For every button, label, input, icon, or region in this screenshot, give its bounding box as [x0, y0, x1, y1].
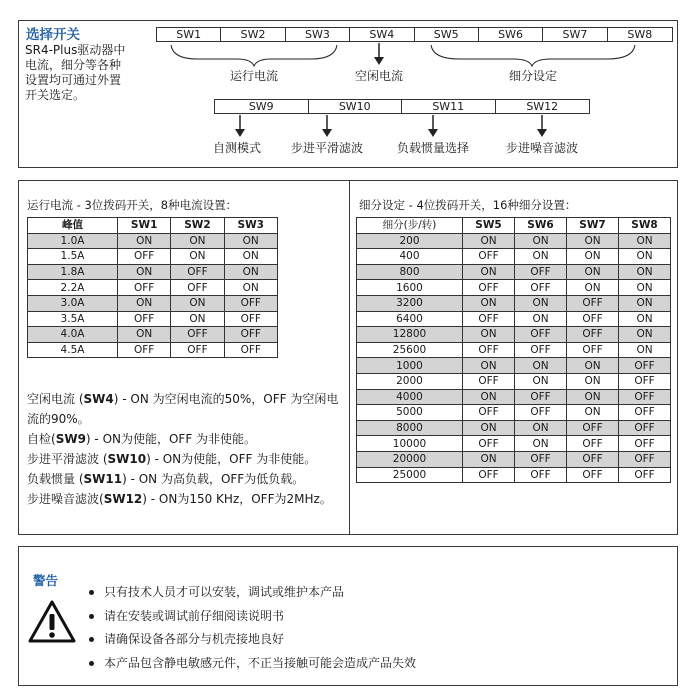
table-cell-value: 1.0A: [28, 233, 118, 249]
table-cell-value: 1.5A: [28, 249, 118, 265]
current-table: [27, 217, 278, 358]
table-cell-value: 3.0A: [28, 295, 118, 311]
list-item: 请确保设备各部分与机壳接地良好: [89, 628, 416, 652]
table-cell-state: OFF: [118, 249, 171, 265]
table-cell-state: ON: [567, 280, 619, 296]
label-run-current: 运行电流: [229, 69, 279, 83]
table-cell-state: ON: [619, 295, 671, 311]
table-cell-state: OFF: [515, 264, 567, 280]
table-cell-state: OFF: [171, 327, 224, 343]
header-sw1: SW1: [118, 218, 171, 234]
brace-microstep: [431, 45, 635, 66]
table-cell-state: ON: [515, 436, 567, 452]
table-cell-value: 3200: [357, 295, 463, 311]
header-sw8: SW8: [619, 218, 671, 234]
switch-notes: [27, 389, 347, 509]
note-sw9: 自检(SW9) - ON为使能，OFF 为非使能。: [27, 432, 257, 446]
table-cell-state: OFF: [171, 264, 224, 280]
label-step-smooth: 步进平滑滤波: [290, 141, 364, 155]
table-cell-value: 6400: [357, 311, 463, 327]
table-cell-value: 5000: [357, 405, 463, 421]
table-cell-state: OFF: [224, 295, 277, 311]
table-cell-state: OFF: [118, 342, 171, 358]
table-cell-value: 200: [357, 233, 463, 249]
table-cell-state: OFF: [619, 389, 671, 405]
table-cell-state: OFF: [515, 327, 567, 343]
list-item: 请在安装或调试前仔细阅读说明书: [89, 605, 416, 629]
table-row: [357, 295, 671, 311]
switch-sw3: SW3: [286, 28, 350, 41]
table-cell-state: ON: [463, 389, 515, 405]
table-cell-state: OFF: [515, 405, 567, 421]
header-sw7: SW7: [567, 218, 619, 234]
switch-row-sw1-sw8: [156, 27, 673, 42]
table-cell-state: ON: [118, 264, 171, 280]
arrow-sw4-head: [374, 57, 384, 65]
table-cell-state: OFF: [515, 342, 567, 358]
table-cell-value: 25600: [357, 342, 463, 358]
table-cell-state: OFF: [567, 311, 619, 327]
table-row: [357, 420, 671, 436]
table-cell-state: OFF: [224, 342, 277, 358]
table-header-row: [357, 218, 671, 234]
table-cell-state: ON: [224, 249, 277, 265]
table-cell-value: 12800: [357, 327, 463, 343]
table-row: [28, 249, 278, 265]
table-row: [357, 342, 671, 358]
table-row: [28, 264, 278, 280]
note-sw4: 空闲电流 (SW4) - ON 为空闲电流的50%，OFF 为空闲电流的90%。: [27, 392, 339, 426]
list-item: 只有技术人员才可以安装，调试或维护本产品: [89, 581, 416, 605]
table-cell-value: 25000: [357, 467, 463, 483]
table-cell-state: OFF: [619, 467, 671, 483]
table-cell-value: 1600: [357, 280, 463, 296]
table-cell-state: ON: [463, 264, 515, 280]
label-load-inertia: 负载惯量选择: [396, 141, 470, 155]
note-sw10: 步进平滑滤波 (SW10) - ON为使能，OFF 为非使能。: [27, 452, 317, 466]
table-cell-state: ON: [619, 311, 671, 327]
table-cell-value: 4.0A: [28, 327, 118, 343]
switch-sw11: SW11: [402, 100, 496, 113]
header-peak: 峰值: [28, 218, 118, 234]
table-row: [357, 451, 671, 467]
table-cell-state: ON: [515, 249, 567, 265]
label-step-noise: 步进噪音滤波: [505, 141, 579, 155]
table-cell-state: OFF: [515, 280, 567, 296]
table-cell-value: 20000: [357, 451, 463, 467]
microstep-table: [356, 217, 671, 483]
table-cell-state: OFF: [171, 342, 224, 358]
table-cell-state: ON: [463, 420, 515, 436]
settings-tables-panel: [18, 180, 678, 535]
table-header-row: [28, 218, 278, 234]
note-sw11: 负载惯量 (SW11) - ON 为高负载，OFF为低负载。: [27, 472, 305, 486]
warning-title: 警告: [33, 573, 59, 588]
table-cell-value: 1.8A: [28, 264, 118, 280]
table-cell-value: 8000: [357, 420, 463, 436]
table-cell-value: 400: [357, 249, 463, 265]
table-cell-state: ON: [515, 373, 567, 389]
switch-sw5: SW5: [415, 28, 479, 41]
table-cell-state: OFF: [619, 373, 671, 389]
table-cell-state: OFF: [567, 327, 619, 343]
table-cell-state: ON: [619, 342, 671, 358]
bullet-icon: [89, 661, 94, 666]
table-row: [357, 405, 671, 421]
warning-list: [89, 581, 416, 675]
table-cell-state: ON: [515, 358, 567, 374]
table-cell-state: OFF: [567, 420, 619, 436]
table-cell-value: 1000: [357, 358, 463, 374]
table-cell-state: ON: [463, 451, 515, 467]
table-cell-state: OFF: [619, 405, 671, 421]
arrow-sw9-head: [235, 129, 245, 137]
table-cell-state: OFF: [463, 467, 515, 483]
table-row: [357, 358, 671, 374]
header-sw3: SW3: [224, 218, 277, 234]
warning-panel: [18, 546, 678, 686]
table-row: [357, 233, 671, 249]
table-cell-state: OFF: [515, 451, 567, 467]
table-row: [357, 327, 671, 343]
table-cell-state: OFF: [619, 420, 671, 436]
table-cell-state: OFF: [463, 280, 515, 296]
table-cell-state: ON: [463, 233, 515, 249]
section-description: SR4-Plus驱动器中 电流，细分等各种 设置均可通过外置 开关选定。: [25, 43, 126, 102]
table-cell-value: 3.5A: [28, 311, 118, 327]
table-cell-state: ON: [224, 264, 277, 280]
table-cell-state: ON: [567, 389, 619, 405]
table-cell-state: ON: [567, 264, 619, 280]
arrow-sw11-head: [428, 129, 438, 137]
table-row: [28, 233, 278, 249]
table-cell-state: ON: [619, 280, 671, 296]
table-cell-state: OFF: [171, 280, 224, 296]
table-cell-state: OFF: [463, 342, 515, 358]
table-cell-state: OFF: [567, 295, 619, 311]
table-cell-state: ON: [515, 420, 567, 436]
switch-sw10: SW10: [309, 100, 403, 113]
bullet-icon: [89, 614, 94, 619]
note-sw12: 步进噪音滤波(SW12) - ON为150 KHz，OFF为2MHz。: [27, 492, 332, 506]
label-idle-current: 空闲电流: [354, 69, 404, 83]
table-cell-value: 4000: [357, 389, 463, 405]
table-cell-state: ON: [463, 295, 515, 311]
table-row: [357, 373, 671, 389]
header-microstep: 细分(步/转): [357, 218, 463, 234]
table-cell-state: OFF: [619, 436, 671, 452]
section-title: 选择开关: [26, 27, 80, 43]
table-cell-state: OFF: [619, 451, 671, 467]
table-cell-state: ON: [171, 311, 224, 327]
table-cell-state: ON: [171, 249, 224, 265]
table-cell-state: ON: [619, 327, 671, 343]
label-self-test: 自测模式: [212, 141, 262, 155]
bullet-icon: [89, 590, 94, 595]
table-cell-state: OFF: [515, 467, 567, 483]
table-cell-state: OFF: [224, 327, 277, 343]
panel-divider: [349, 181, 350, 534]
switch-sw4: SW4: [350, 28, 414, 41]
table-cell-state: ON: [224, 233, 277, 249]
list-item: 本产品包含静电敏感元件，不正当接触可能会造成产品失效: [89, 652, 416, 676]
warning-triangle-icon: [27, 599, 77, 645]
switch-sw7: SW7: [543, 28, 607, 41]
table-cell-state: ON: [118, 295, 171, 311]
table-cell-state: OFF: [118, 311, 171, 327]
table-cell-state: OFF: [567, 342, 619, 358]
table-cell-state: OFF: [463, 249, 515, 265]
table-cell-state: ON: [567, 405, 619, 421]
table-cell-state: ON: [224, 280, 277, 296]
table-cell-state: ON: [619, 249, 671, 265]
table-row: [28, 327, 278, 343]
table-row: [357, 467, 671, 483]
table-row: [28, 311, 278, 327]
table-cell-state: ON: [567, 249, 619, 265]
table-cell-state: OFF: [567, 436, 619, 452]
table-cell-state: OFF: [463, 373, 515, 389]
arrow-sw10-head: [322, 129, 332, 137]
table-cell-state: ON: [567, 373, 619, 389]
table-cell-state: ON: [171, 233, 224, 249]
switch-sw8: SW8: [627, 28, 653, 41]
arrow-sw12-head: [537, 129, 547, 137]
header-sw2: SW2: [171, 218, 224, 234]
table-cell-state: ON: [515, 233, 567, 249]
table-row: [28, 342, 278, 358]
table-cell-state: OFF: [463, 405, 515, 421]
switch-sw6: SW6: [479, 28, 543, 41]
table-cell-state: OFF: [567, 467, 619, 483]
table-cell-value: 2.2A: [28, 280, 118, 296]
table-cell-state: ON: [463, 327, 515, 343]
table-row: [357, 264, 671, 280]
table-cell-value: 800: [357, 264, 463, 280]
table-cell-value: 4.5A: [28, 342, 118, 358]
table-cell-state: OFF: [567, 451, 619, 467]
table-cell-value: 10000: [357, 436, 463, 452]
table-row: [28, 295, 278, 311]
table-cell-state: ON: [567, 358, 619, 374]
table-cell-value: 2000: [357, 373, 463, 389]
switch-sw12: SW12: [526, 100, 559, 113]
brace-run-current: [171, 45, 337, 66]
label-microstep: 细分设定: [508, 69, 558, 83]
table-cell-state: ON: [118, 233, 171, 249]
table-cell-state: ON: [515, 295, 567, 311]
table-cell-state: ON: [515, 311, 567, 327]
header-sw5: SW5: [463, 218, 515, 234]
table-row: [357, 389, 671, 405]
table-cell-state: OFF: [224, 311, 277, 327]
switch-sw9: SW9: [215, 100, 309, 113]
table-cell-state: OFF: [619, 358, 671, 374]
switch-sw2: SW2: [221, 28, 285, 41]
microstep-table-caption: 细分设定 - 4位拨码开关，16种细分设置：: [359, 198, 577, 212]
table-cell-state: OFF: [118, 280, 171, 296]
table-cell-state: ON: [118, 327, 171, 343]
table-cell-state: ON: [463, 358, 515, 374]
switch-selection-panel: [18, 20, 678, 168]
switch-row-sw9-sw12: [214, 99, 590, 114]
table-cell-state: OFF: [463, 436, 515, 452]
current-table-caption: 运行电流 - 3位拨码开关，8种电流设置：: [27, 198, 238, 212]
table-row: [357, 436, 671, 452]
table-cell-state: OFF: [515, 389, 567, 405]
table-row: [357, 249, 671, 265]
bullet-icon: [89, 637, 94, 642]
switch-sw1: SW1: [157, 28, 221, 41]
table-cell-state: OFF: [463, 311, 515, 327]
table-row: [357, 280, 671, 296]
table-row: [28, 280, 278, 296]
table-cell-state: ON: [567, 233, 619, 249]
table-cell-state: ON: [619, 264, 671, 280]
header-sw6: SW6: [515, 218, 567, 234]
table-row: [357, 311, 671, 327]
table-cell-state: ON: [619, 233, 671, 249]
table-cell-state: ON: [171, 295, 224, 311]
